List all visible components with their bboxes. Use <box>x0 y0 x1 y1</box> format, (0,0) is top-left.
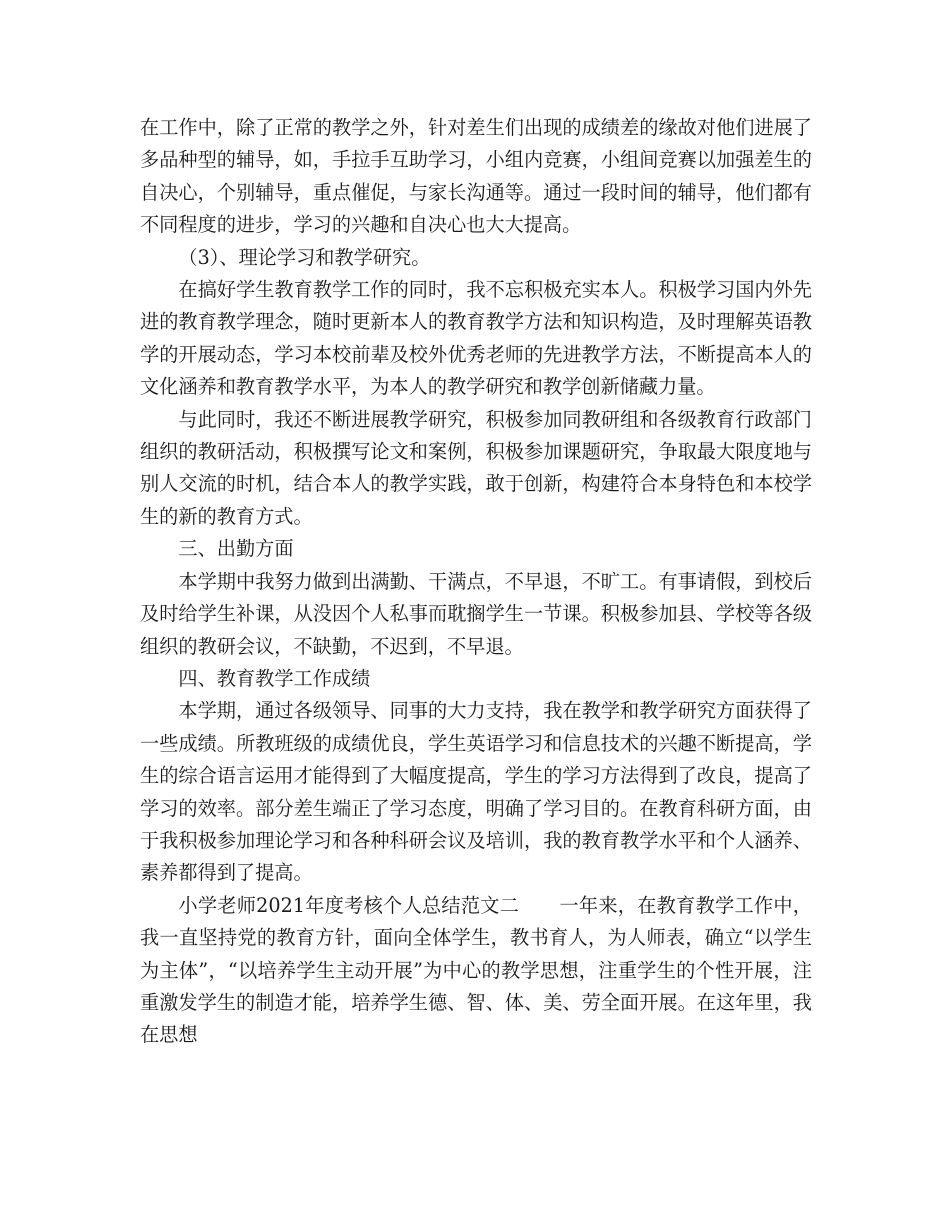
paragraph-achievements: 本学期，通过各级领导、同事的大力支持，我在教学和教学研究方面获得了一些成绩。所教班级的成绩优良，学生英语学习和信息技术的兴趣不断提高，学生的综合语言运用才能得到了大幅度提高，学生的学习方法得到了改良，提高了学习的效率。部分差生端正了学习态度，明确了学习目的。在教育科研方面，由于我积极参加理论学习和各种科研会议及培训，我的教育教学水平和个人涵养、素养都得到了提高。 <box>140 699 812 885</box>
section-two-body: 一年来，在教育教学工作中，我一直坚持党的教育方针，面向全体学生，教书育人，为人师表，确立“以学生为主体”，“以培养学生主动开展”为中心的教学思想，注重学生的个性开展，注重激发学生的制造才能，培养学生德、智、体、美、劳全面开展。在这年里，我在思想 <box>140 893 812 1047</box>
section-two-title: 小学老师2021年度考核个人总结范文二 <box>178 893 520 917</box>
paragraph-attendance: 本学期中我努力做到出满勤、干满点，不早退，不旷工。有事请假，到校后及时给学生补课，从没因个人私事而耽搁学生一节课。积极参加县、学校等各级组织的教研会议，不缺勤，不迟到，不早退。 <box>140 569 812 658</box>
document-page <box>140 112 812 1052</box>
paragraph-section-two <box>140 890 812 1052</box>
paragraph-teaching-research: 与此同时，我还不断进展教学研究，积极参加同教研组和各级教育行政部门组织的教研活动，积极撰写论文和案例，积极参加课题研究，争取最大限度地与别人交流的时机，结合本人的教学实践，敢于创新，构建符合本身特色和本校学生的新的教育方式。 <box>140 407 812 528</box>
heading-achievements: 四、教育教学工作成绩 <box>178 666 371 690</box>
heading-theory-study: （3）、理论学习和教学研究。 <box>178 245 431 269</box>
paragraph-tutoring: 在工作中，除了正常的教学之外，针对差生们出现的成绩差的缘故对他们进展了多品种型的辅导，如，手拉手互助学习，小组内竞赛，小组间竞赛以加强差生的自决心，个别辅导，重点催促，与家长沟通等。通过一段时间的辅导，他们都有不同程度的进步，学习的兴趣和自决心也大大提高。 <box>140 116 812 237</box>
paragraph-self-improvement: 在搞好学生教育教学工作的同时，我不忘积极充实本人。积极学习国内外先进的教育教学理念，随时更新本人的教育教学方法和知识构造，及时理解英语教学的开展动态，学习本校前辈及校外优秀老师的先进教学方法，不断提高本人的文化涵养和教育教学水平，为本人的教学研究和教学创新储藏力量。 <box>140 278 812 399</box>
heading-attendance: 三、出勤方面 <box>178 537 294 561</box>
